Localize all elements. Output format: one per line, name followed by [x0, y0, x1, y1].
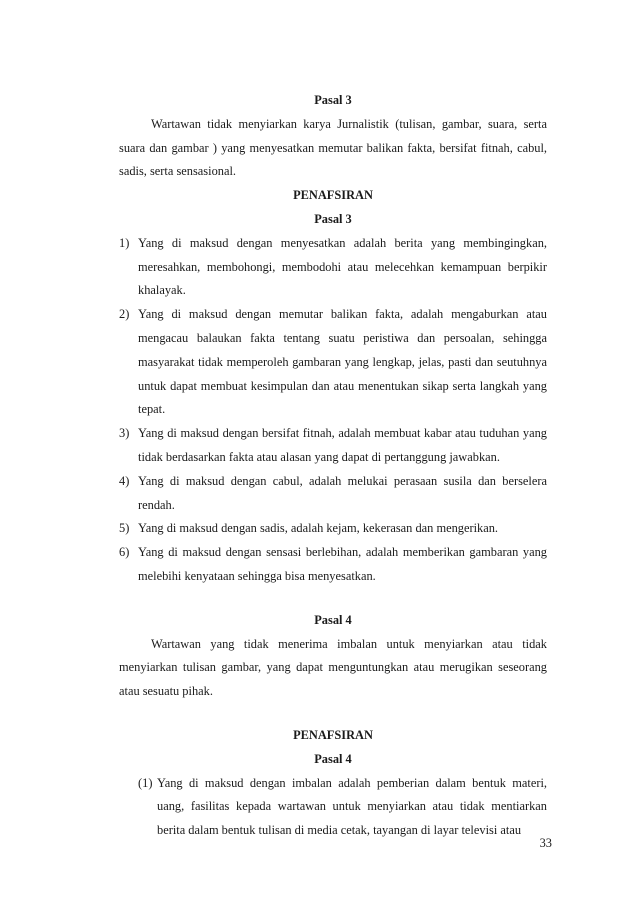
list-item-text: Yang di maksud dengan cabul, adalah melukai perasaan susila dan berselera rendah.: [138, 473, 547, 512]
list-item: [119, 541, 547, 589]
list-item: [119, 232, 547, 303]
page-content: [119, 89, 547, 843]
list-item-text: Yang di maksud dengan sensasi berlebihan, adalah memberikan gambaran yang melebihi kenyataan sehingga bisa menyesatkan.: [138, 545, 547, 583]
spacer: [119, 704, 547, 724]
list-item-text: Yang di maksud dengan menyesatkan adalah berita yang membingingkan, meresahkan, membohongi, membodohi atau melecehkan kemampuan berpikir khalayak.: [138, 235, 547, 298]
list-item-number: 4): [119, 473, 130, 488]
interpretation-subheading: Pasal 4: [314, 751, 352, 766]
interpretation-heading: PENAFSIRAN: [293, 727, 373, 742]
page-number: 33: [539, 836, 552, 850]
list-item-number: 1): [119, 235, 130, 250]
list-item: [119, 470, 547, 518]
interpretation-list: [119, 772, 547, 843]
list-item-text: Yang di maksud dengan imbalan adalah pemberian dalam bentuk materi, uang, fasilitas kepada wartawan untuk menyiarkan atau tidak mentiarkan berita dalam bentuk tulisan di media cetak, tayangan di layar televisi atau: [157, 775, 547, 838]
spacer: [119, 589, 547, 609]
list-item-text: Yang di maksud dengan memutar balikan fakta, adalah mengaburkan atau mengacau balaukan fakta tentang suatu peristiwa dan persoalan, sehingga masyarakat tidak memperoleh gambaran yang lengkap, jelas, pasti dan seutuhnya untuk dapat membuat kesimpulan dan atau menentukan sikap serta langkah yang tepat.: [138, 307, 547, 417]
section-heading-pasal-4: Pasal 4: [314, 612, 352, 627]
list-item-number: 2): [119, 307, 130, 322]
interpretation-heading: PENAFSIRAN: [293, 188, 373, 203]
interpretation-list: [119, 232, 547, 589]
list-item-number: 3): [119, 426, 130, 441]
list-item: [119, 772, 547, 843]
list-item: [119, 517, 547, 541]
section-paragraph-pasal-3: Wartawan tidak menyiarkan karya Jurnalistik (tulisan, gambar, suara, serta suara dan gambar ) yang menyesatkan memutar balikan fakta, bersifat fitnah, cabul, sadis, serta sensasional.: [119, 116, 547, 179]
list-item-number: 5): [119, 521, 130, 536]
list-item: [119, 422, 547, 470]
interpretation-subheading: Pasal 3: [314, 211, 352, 226]
section-paragraph-pasal-4: Wartawan yang tidak menerima imbalan untuk menyiarkan atau tidak menyiarkan tulisan gambar, yang dapat menguntungkan atau merugikan seseorang atau sesuatu pihak.: [119, 636, 547, 699]
section-heading-pasal-3: Pasal 3: [314, 93, 352, 107]
list-item-number: (1): [138, 775, 153, 790]
list-item-text: Yang di maksud dengan sadis, adalah kejam, kekerasan dan mengerikan.: [138, 521, 499, 536]
list-item-number: 6): [119, 545, 130, 560]
list-item-text: Yang di maksud dengan bersifat fitnah, adalah membuat kabar atau tuduhan yang tidak berdasarkan fakta atau alasan yang dapat di pertanggung jawabkan.: [138, 426, 547, 464]
list-item: [119, 303, 547, 422]
